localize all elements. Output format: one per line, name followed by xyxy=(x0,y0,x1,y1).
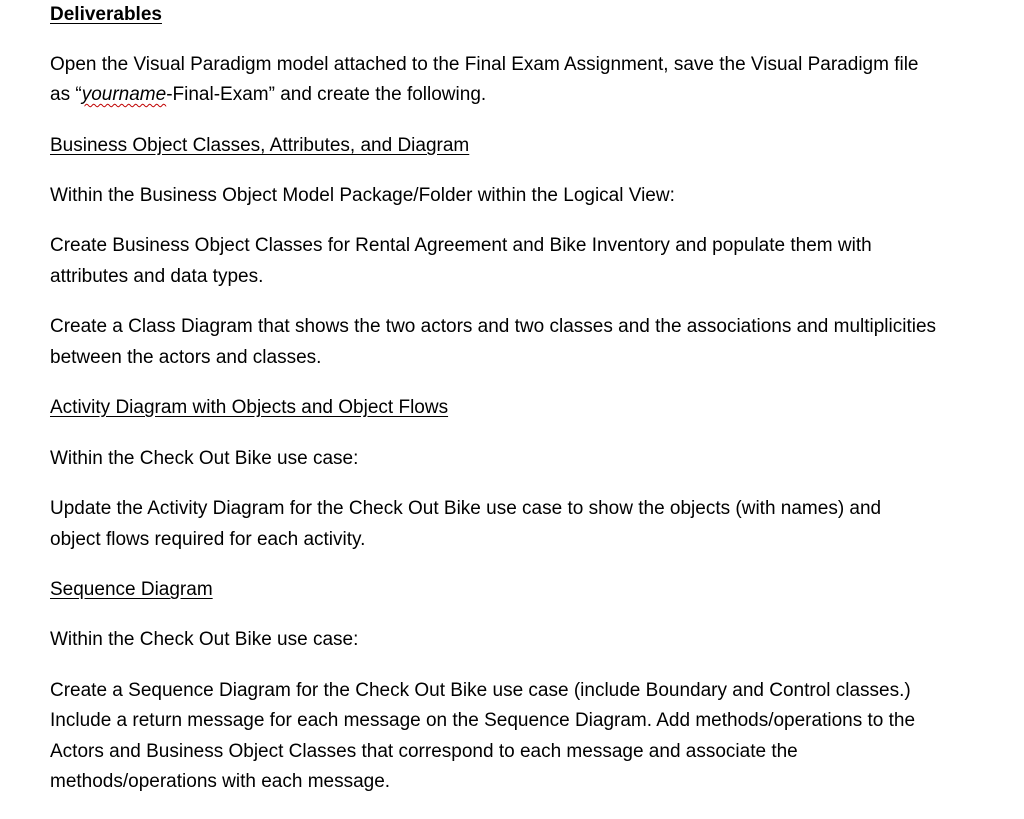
document-title: Deliverables xyxy=(50,4,162,25)
intro-line-2 xyxy=(50,80,486,111)
intro-suffix: -Final-Exam” and create the following. xyxy=(166,84,487,105)
class-diagram-line-2: between the actors and classes. xyxy=(50,347,322,368)
sequence-line-4: methods/operations with each message. xyxy=(50,771,391,792)
business-classes-line-1: Create Business Object Classes for Rental Agreement and Bike Inventory and populate them with xyxy=(50,235,872,256)
business-within-text: Within the Business Object Model Package/Folder within the Logical View: xyxy=(50,185,675,206)
heading-business-object: Business Object Classes, Attributes, and Diagram xyxy=(50,135,470,156)
heading-activity-diagram: Activity Diagram with Objects and Object Flows xyxy=(50,397,449,418)
intro-line-1: Open the Visual Paradigm model attached to the Final Exam Assignment, save the Visual Paradigm file xyxy=(50,54,919,75)
sequence-line-2: Include a return message for each message on the Sequence Diagram. Add methods/operations to the xyxy=(50,710,916,731)
activity-update-line-2: object flows required for each activity. xyxy=(50,529,366,550)
yourname-placeholder: yourname xyxy=(81,84,167,105)
activity-update-line-1: Update the Activity Diagram for the Check Out Bike use case to show the objects (with names) and xyxy=(50,498,882,519)
class-diagram-line-1: Create a Class Diagram that shows the two actors and two classes and the associations and multiplicities xyxy=(50,316,937,337)
activity-within-text: Within the Check Out Bike use case: xyxy=(50,448,359,469)
intro-prefix: as “ xyxy=(50,84,82,105)
sequence-line-1: Create a Sequence Diagram for the Check Out Bike use case (include Boundary and Control classes.) xyxy=(50,680,911,701)
business-classes-line-2: attributes and data types. xyxy=(50,266,264,287)
heading-sequence-diagram: Sequence Diagram xyxy=(50,579,213,600)
sequence-within-text: Within the Check Out Bike use case: xyxy=(50,629,359,650)
sequence-line-3: Actors and Business Object Classes that correspond to each message and associate the xyxy=(50,741,798,762)
